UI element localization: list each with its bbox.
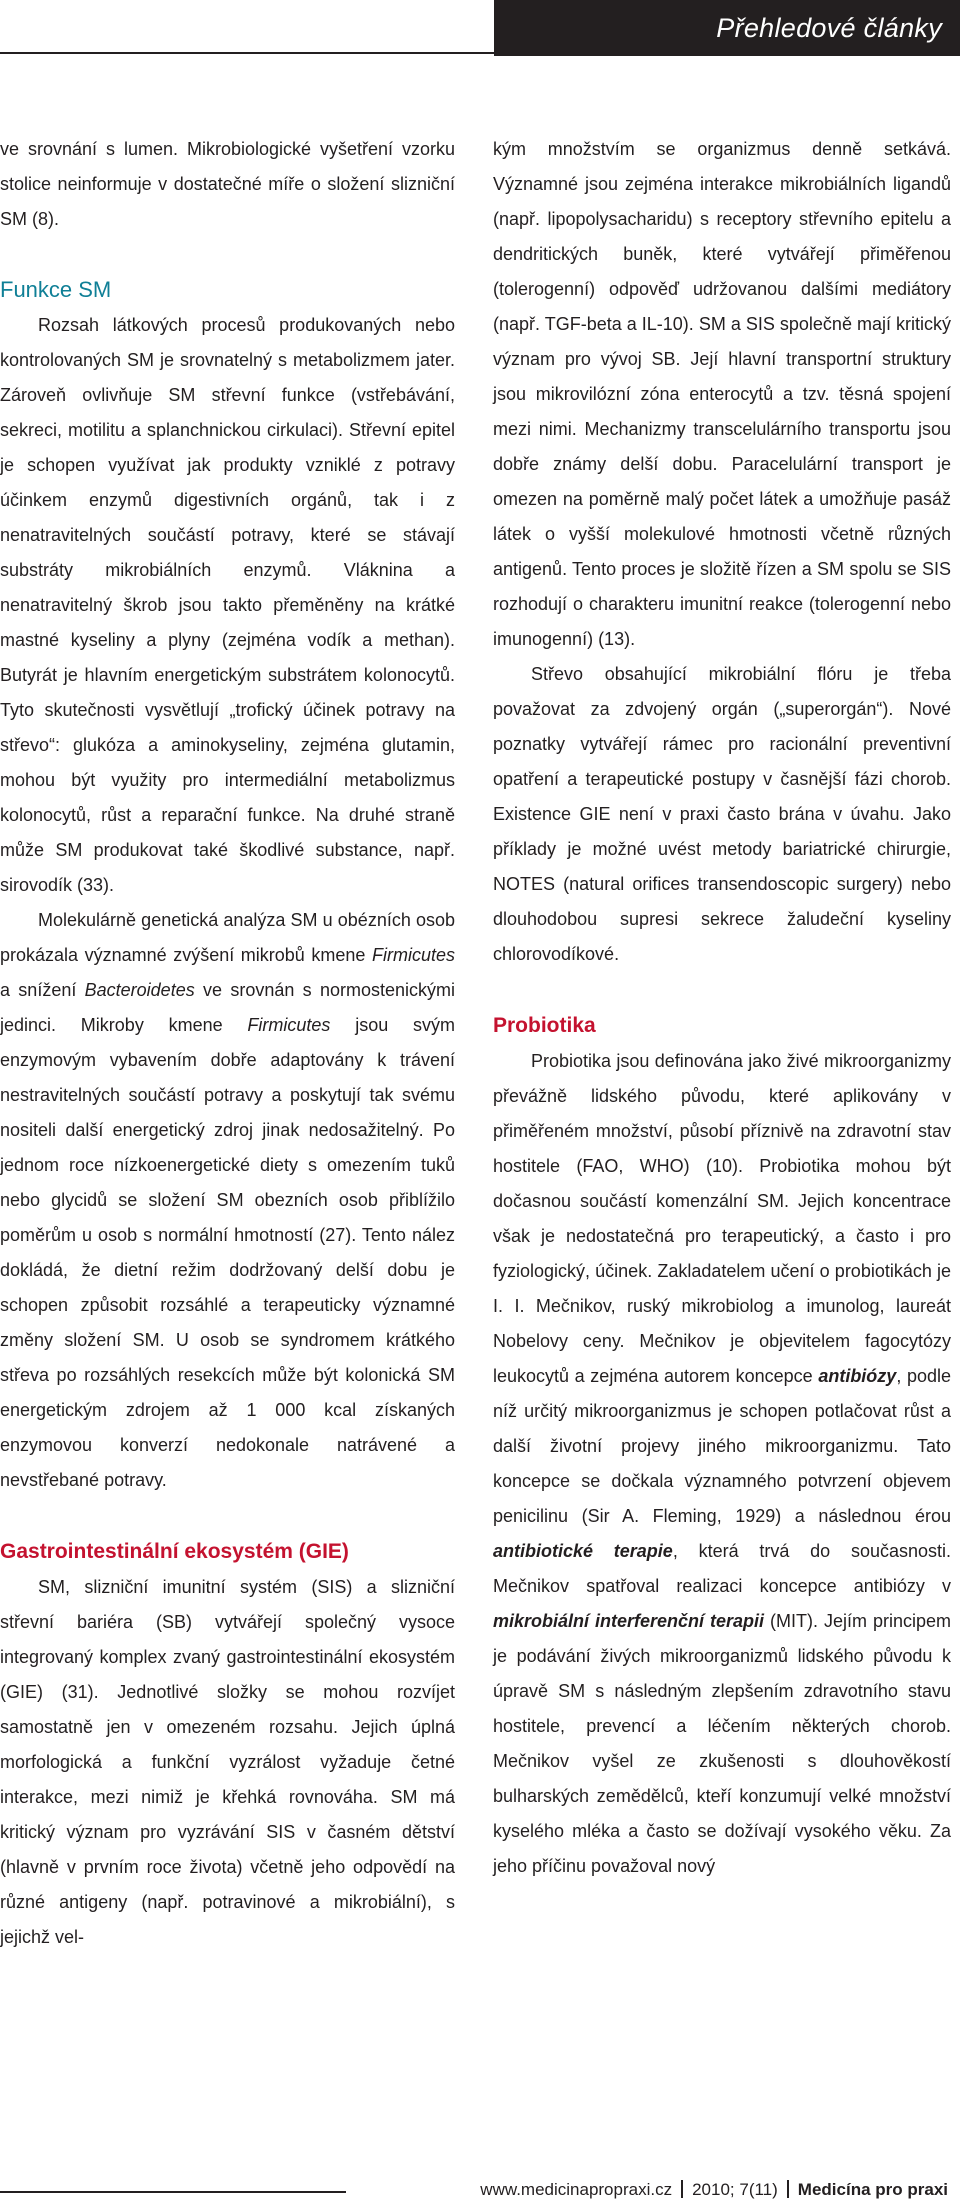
text-run: , která trvá do současnosti. Mečnikov spatřoval realizaci koncepce antibiózy v xyxy=(493,1541,951,1596)
paragraph-continuation: kým množstvím se organizmus denně setkává. Významné jsou zejména interakce mikrobiálních ligandů (např. lipopolysacharidu) s receptory střevního epitelu a dendritických buněk, které vytvářejí přiměřenou (tolerogenní) odpověď udržovanou dalšími mediátory (např. TGF-beta a IL-10). SM a SIS společně mají kritický význam pro vývoj SB. Její hlavní transportní struktury jsou mikrovilózní zóna enterocytů a tzv. těsná spojení mezi nimi. Mechanizmy transcelulárního transportu jsou dobře známy delší dobu. Paracelulární transport je omezen na poměrně malý počet látek a umožňuje pasáž látek o vyšší molekulové hmotnosti včetně různých antigenů. Tento proces je složitě řízen a SM spolu se SIS rozhodují o charakteru imunitní reakce (tolerogenní nebo imunogenní) (13). xyxy=(493,139,951,649)
footer-issue: 2010; 7(11) xyxy=(692,2180,778,2199)
heading-funkce-sm: Funkce SM xyxy=(0,277,112,302)
paragraph-funkce-1: Rozsah látkových procesů produkovaných nebo kontrolovaných SM je srovnatelný s metabolizmem jater. Zároveň ovlivňuje SM střevní funkce (vstřebávání, sekreci, motilitu a splanchnickou cirkulaci). Střevní epitel je schopen využívat jak produkty vzniklé z potravy účinkem enzymů digestivních orgánů, tak i z nenatravitelných součástí potravy, které se stávají substráty mikrobiálních enzymů. Vláknina a nenatravitelný škrob jsou takto přeměněny na krátké mastné kyseliny a plyny (zejména vodík a methan). Butyrát je hlavním energetickým substrátem kolonocytů. Tyto skutečnosti vysvětlují „trofický účinek potravy na střevo“: glukóza a aminokyseliny, zejména glutamin, mohou být využity pro intermediální metabolizmus kolonocytů, růst a reparační funkce. Na druhé straně může SM produkovat také škodlivé substance, např. sirovodík (33). xyxy=(0,315,455,895)
paragraph-continuation: ve srovnání s lumen. Mikrobiologické vyšetření vzorku stolice neinformuje v dostatečné míře o složení slizniční SM (8). xyxy=(0,139,455,229)
paragraph-superorgan: Střevo obsahující mikrobiální flóru je třeba považovat za zdvojený orgán („superorgán“). Nové poznatky vytvářejí rámec pro racionální preventivní opatření a terapeutické postupy v časnější fázi chorob. Existence GIE není v praxi často brána v úvahu. Jako příklady je možné uvést metody bariatrické chirurgie, NOTES (natural orifices transendoscopic surgery) nebo dlouhodobou supresi sekrece žaludeční kyseliny chlorovodíkové. xyxy=(493,664,951,964)
text-run: , podle níž určitý mikroorganizmus je schopen potlačovat růst a další životní projevy jiného mikroorganizmu. Tato koncepce se dočkala významného potvrzení objevem penicilinu (Sir A. Fleming, 1929) a následnou érou xyxy=(493,1366,951,1526)
page-header xyxy=(0,0,960,56)
footer-website: www.medicinapropraxi.cz xyxy=(480,2180,673,2199)
term-antibiozy: antibiózy xyxy=(818,1366,897,1386)
section-banner xyxy=(494,0,960,56)
text-run: jsou svým enzymovým vybavením dobře adaptovány k trávení nestravitelných součástí potravy a poskytují tak svému nositeli další energetický zdroj jinak nedosažitelný. Po jednom roce nízkoenergetické diety s omezením tuků nebo glycidů se složení SM obezních osob přiblížilo poměrům u osob s normální hmotností (27). Tento nález dokládá, že dietní režim dodržovaný delší dobu je schopen způsobit rozsáhlé a terapeuticky významné změny složení SM. U osob se syndromem krátkého střeva po rozsáhlých resekcích může být kolonická SM energetickým zdrojem až 1 000 kcal získaných enzymovou konverzí nedokonale natrávené a nevstřebané potravy. xyxy=(0,1015,455,1490)
header-rule xyxy=(0,52,494,54)
text-run: Probiotika jsou definována jako živé mikroorganizmy převážně lidského původu, které aplikovány v přiměřeném množství, působí příznivě na zdravotní stav hostitele (FAO, WHO) (10). Probiotika mohou být dočasnou součástí komenzální SM. Jejich koncentrace však je nedostatečná pro terapeutický, a často i pro fyziologický, účinek. Zakladatelem učení o probiotikách je I. I. Mečnikov, ruský mikrobiolog a imunolog, laureát Nobelovy ceny. Mečnikov je objevitelem fagocytózy leukocytů a zejména autorem koncepce xyxy=(493,1051,951,1386)
footer-journal: Medicína pro praxi xyxy=(797,2180,948,2199)
paragraph-probiotika xyxy=(493,1044,951,1884)
right-column xyxy=(493,132,951,1884)
text-run: Molekulárně genetická analýza SM u obézních osob prokázala významné zvýšení mikrobů kmene xyxy=(0,910,455,965)
heading-gie: Gastrointestinální ekosystém (GIE) xyxy=(0,1540,349,1563)
footer-rule xyxy=(0,2191,346,2193)
footer-separator xyxy=(787,2180,789,2198)
page-footer xyxy=(0,2180,960,2210)
paragraph-gie: SM, slizniční imunitní systém (SIS) a slizniční střevní bariéra (SB) vytvářejí společný vysoce integrovaný komplex zvaný gastrointestinální ekosystém (GIE) (31). Jednotlivé složky se mohou rozvíjet samostatně jen v omezeném rozsahu. Jejich úplná morfologická a funkční vyzrálost vyžaduje četné interakce, mezi nimiž je křehká rovnováha. SM má kritický význam pro vyzrávání SIS v časném dětství (hlavně v prvním roce života) včetně jeho odpovědí na různé antigeny (např. potravinové a mikrobiální), s jejichž vel- xyxy=(0,1577,455,1947)
taxon-firmicutes: Firmicutes xyxy=(247,1015,331,1035)
footer-text xyxy=(480,2180,948,2200)
text-run: ve srovnán s normostenickými jedinci. Mikroby kmene xyxy=(0,980,455,1035)
section-title: Přehledové články xyxy=(716,12,942,43)
term-mikrobialni-interferencni-terapie: mikrobiální interferenční terapii xyxy=(493,1611,765,1631)
paragraph-funkce-2 xyxy=(0,903,455,1498)
text-run: (MIT). Jejím principem je podávání živých mikroorganizmů lidského původu k úpravě SM s následným zlepšením zdravotního stavu hostitele, prevencí a léčením některých chorob. Mečnikov vyšel ze zkušenosti s dlouhověkostí bulharských zemědělců, kteří konzumují velké množství kyselého mléka a často se dožívají vysokého věku. Za jeho příčinu považoval nový xyxy=(493,1611,951,1876)
taxon-bacteroidetes: Bacteroidetes xyxy=(84,980,195,1000)
left-column xyxy=(0,132,455,1955)
term-antibioticke-terapie: antibiotické terapie xyxy=(493,1541,673,1561)
heading-probiotika: Probiotika xyxy=(493,1014,596,1037)
text-run: a snížení xyxy=(0,980,85,1000)
taxon-firmicutes: Firmicutes xyxy=(371,945,455,965)
footer-separator xyxy=(681,2180,683,2198)
